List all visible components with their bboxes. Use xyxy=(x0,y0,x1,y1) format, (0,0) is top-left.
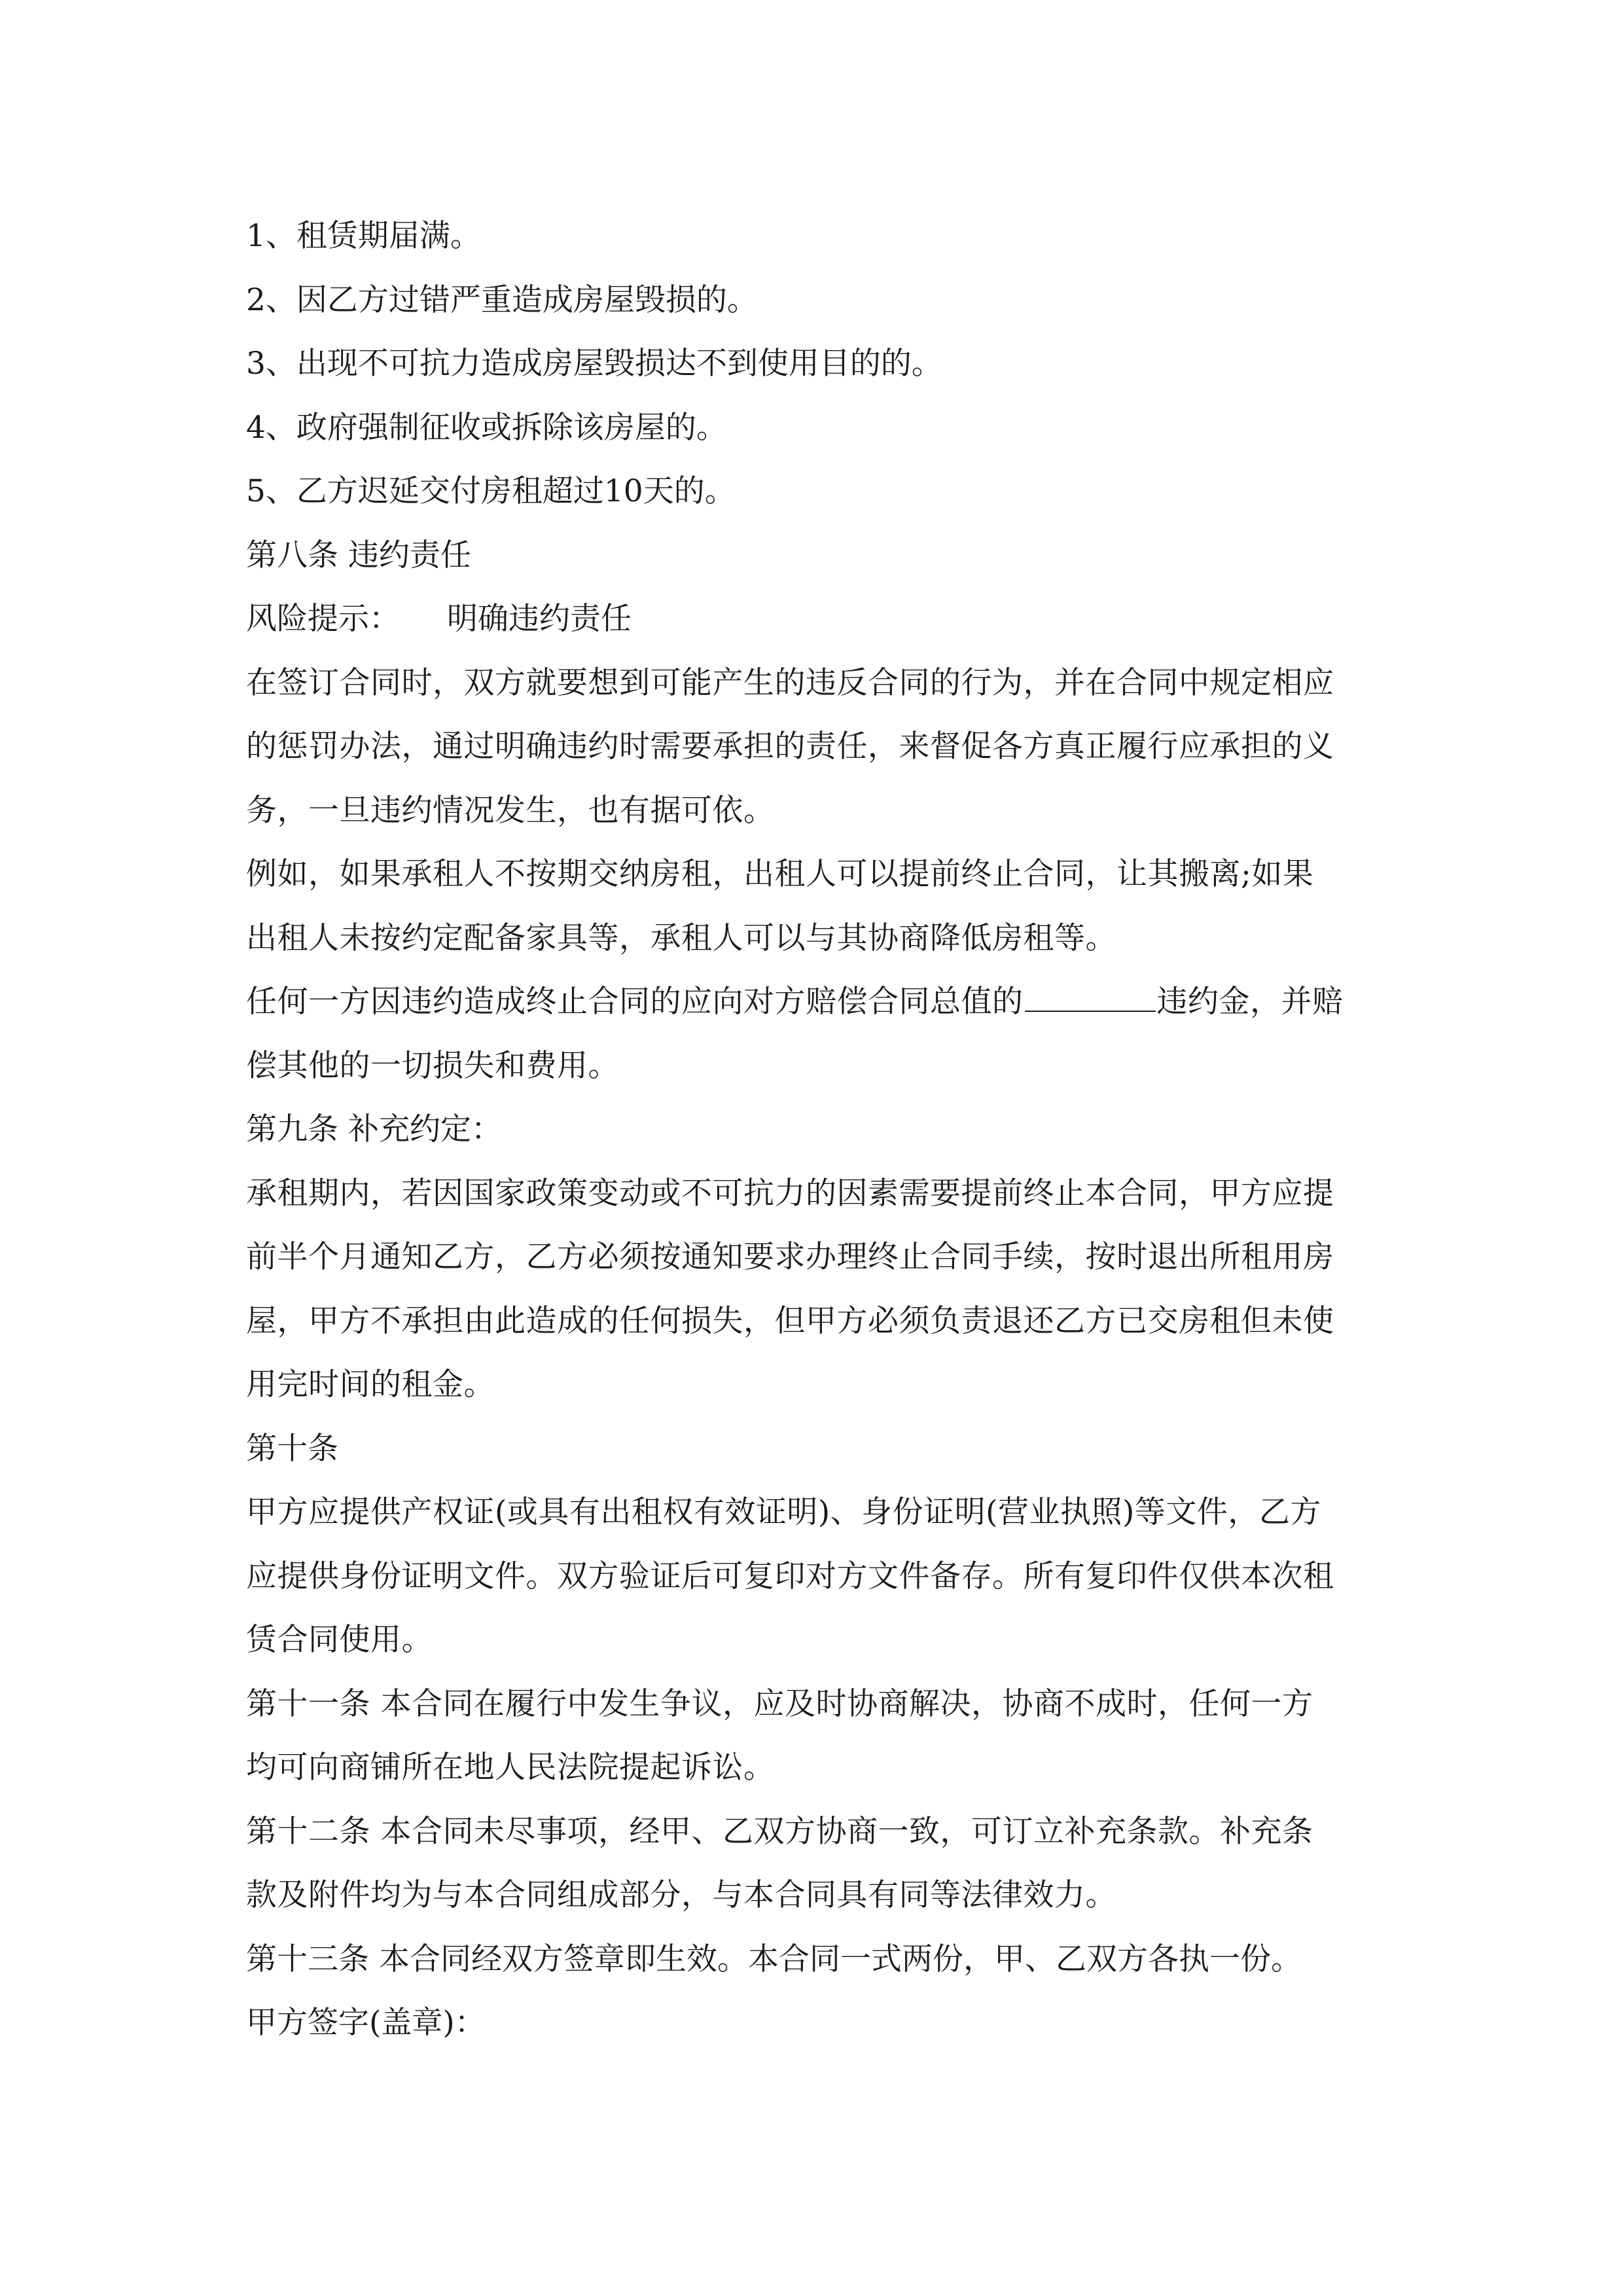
article-10-paragraph xyxy=(246,1480,1378,1672)
paragraph-line: 用完时间的租金。 xyxy=(246,1367,495,1403)
article-9-paragraph xyxy=(246,1162,1378,1417)
paragraph-line: 赁合同使用。 xyxy=(246,1622,433,1658)
paragraph-line: 出租人未按约定配备家具等，承租人可以与其协商降低房租等。 xyxy=(246,920,1116,956)
termination-clause-2: 2、因乙方过错严重造成房屋毁损的。 xyxy=(246,281,758,318)
document-body xyxy=(246,204,1378,2055)
paragraph-line xyxy=(246,970,1378,1034)
paragraph-line: 务，一旦违约情况发生，也有据可依。 xyxy=(246,792,775,829)
paragraph-line: 应提供身份证明文件。双方验证后可复印对方文件备存。所有复印件仅供本次租 xyxy=(246,1558,1334,1594)
paragraph-line: 第十一条 本合同在履行中发生争议，应及时协商解决，协商不成时，任何一方 xyxy=(246,1685,1313,1722)
risk-notice-label: 风险提示： xyxy=(246,601,400,637)
risk-notice-text: 明确违约责任 xyxy=(447,601,632,637)
article-8-heading: 第八条 违约责任 xyxy=(246,537,471,573)
paragraph-line: 款及附件均为与本合同组成部分，与本合同具有同等法律效力。 xyxy=(246,1877,1116,1913)
termination-clause-4: 4、政府强制征收或拆除该房屋的。 xyxy=(246,409,727,446)
penalty-blank xyxy=(1025,986,1156,1012)
penalty-text-suffix: 违约金，并赔 xyxy=(1156,984,1344,1020)
article-13: 第十三条 本合同经双方签章即生效。本合同一式两份，甲、乙双方各执一份。 xyxy=(246,1941,1302,1977)
paragraph-line: 第十二条 本合同未尽事项，经甲、乙双方协商一致，可订立补充条款。补充条 xyxy=(246,1813,1313,1850)
termination-clause-5: 5、乙方迟延交付房租超过10天的。 xyxy=(246,473,736,509)
termination-clause-3: 3、出现不可抗力造成房屋毁损达不到使用目的的。 xyxy=(246,346,942,382)
article-8-paragraph-1 xyxy=(246,651,1378,843)
article-9-heading: 第九条 补充约定： xyxy=(246,1111,502,1147)
article-8-paragraph-2 xyxy=(246,842,1378,970)
paragraph-line: 前半个月通知乙方，乙方必须按通知要求办理终止合同手续，按时退出所租用房 xyxy=(246,1239,1334,1275)
risk-notice xyxy=(246,587,1378,651)
party-a-signature-label: 甲方签字(盖章)： xyxy=(246,2005,486,2041)
paragraph-line: 承租期内，若因国家政策变动或不可抗力的因素需要提前终止本合同，甲方应提 xyxy=(246,1175,1334,1211)
article-12 xyxy=(246,1800,1378,1928)
paragraph-line: 的惩罚办法，通过明确违约时需要承担的责任，来督促各方真正履行应承担的义 xyxy=(246,728,1334,764)
paragraph-line: 例如，如果承租人不按期交纳房租，出租人可以提前终止合同，让其搬离;如果 xyxy=(246,856,1314,892)
article-8-paragraph-3 xyxy=(246,970,1378,1098)
paragraph-line: 屋，甲方不承担由此造成的任何损失，但甲方必须负责退还乙方已交房租但未使 xyxy=(246,1302,1334,1339)
paragraph-line: 均可向商铺所在地人民法院提起诉讼。 xyxy=(246,1749,775,1785)
paragraph-line: 偿其他的一切损失和费用。 xyxy=(246,1047,619,1084)
paragraph-line: 在签订合同时，双方就要想到可能产生的违反合同的行为，并在合同中规定相应 xyxy=(246,664,1334,701)
article-10-heading: 第十条 xyxy=(246,1430,338,1467)
penalty-text-prefix: 任何一方因违约造成终止合同的应向对方赔偿合同总值的 xyxy=(246,984,1024,1020)
paragraph-line: 甲方应提供产权证(或具有出租权有效证明)、身份证明(营业执照)等文件，乙方 xyxy=(246,1494,1321,1530)
article-11 xyxy=(246,1672,1378,1800)
termination-clause-1: 1、租赁期届满。 xyxy=(246,218,481,254)
